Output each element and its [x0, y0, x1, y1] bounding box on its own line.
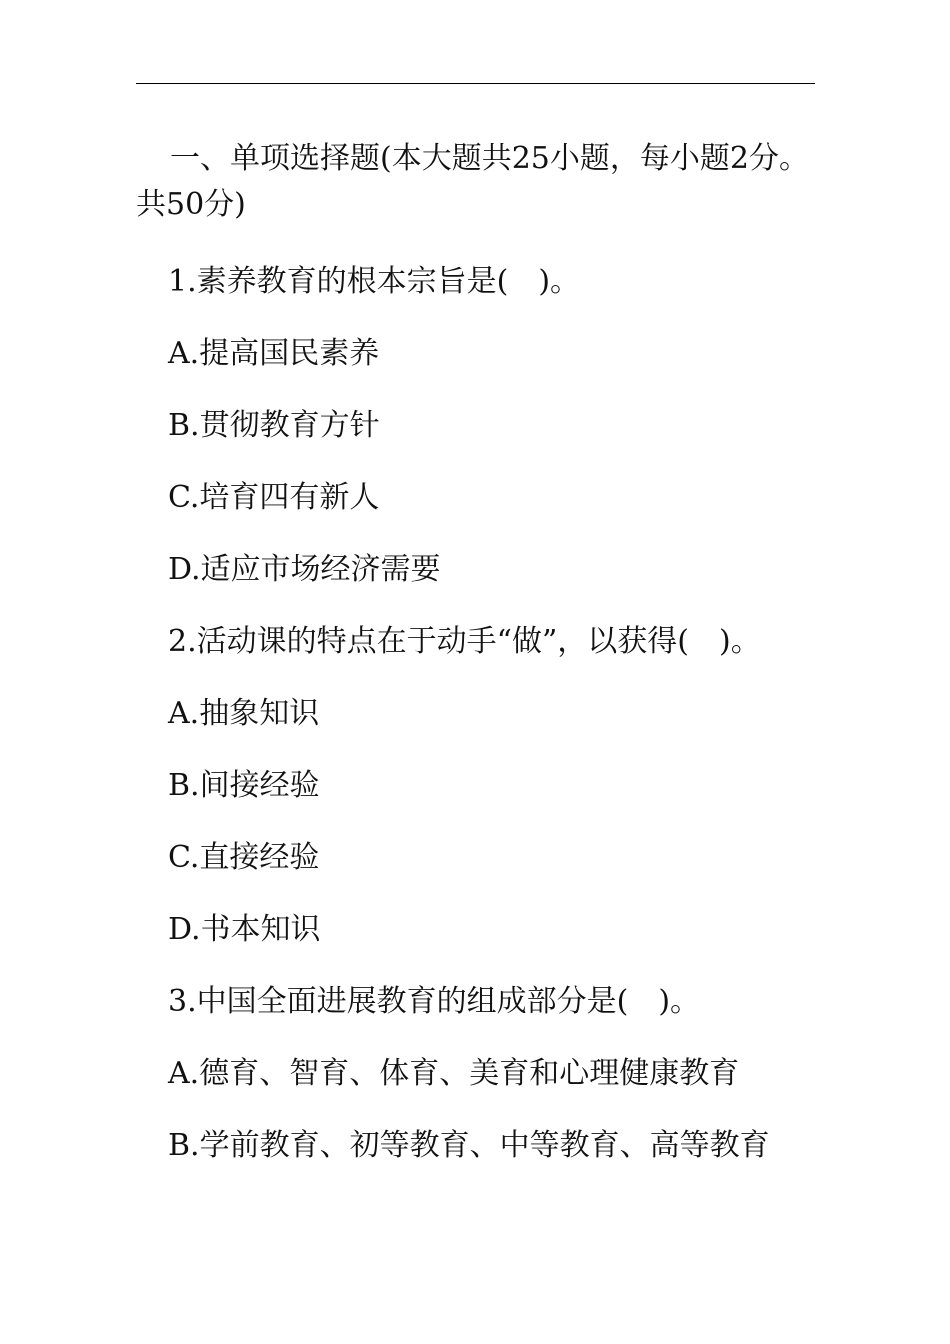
option-a: A.德育、智育、体育、美育和心理健康教育	[168, 1056, 740, 1091]
option-b: B.贯彻教育方针	[168, 408, 380, 443]
option-a: A.抽象知识	[168, 696, 320, 731]
question-3	[136, 984, 822, 1164]
option-b: B.学前教育、初等教育、中等教育、高等教育	[168, 1128, 770, 1163]
header-rule	[136, 83, 815, 84]
question-stem: 2.活动课的特点在于动手“做”，以获得( )。	[168, 624, 761, 659]
question-stem: 3.中国全面进展教育的组成部分是( )。	[168, 984, 701, 1019]
option-c: C.培育四有新人	[168, 480, 380, 515]
question-2	[136, 624, 822, 948]
document-body	[136, 136, 822, 1200]
option-d: D.书本知识	[168, 912, 321, 947]
option-a: A.提高国民素养	[168, 336, 380, 371]
option-c: C.直接经验	[168, 840, 320, 875]
option-d: D.适应市场经济需要	[168, 552, 441, 587]
question-stem: 1.素养教育的根本宗旨是( )。	[168, 264, 581, 299]
section-heading: 一、单项选择题(本大题共25小题，每小题2分。共50分)	[136, 141, 809, 222]
option-b: B.间接经验	[168, 768, 320, 803]
question-1	[136, 264, 822, 588]
